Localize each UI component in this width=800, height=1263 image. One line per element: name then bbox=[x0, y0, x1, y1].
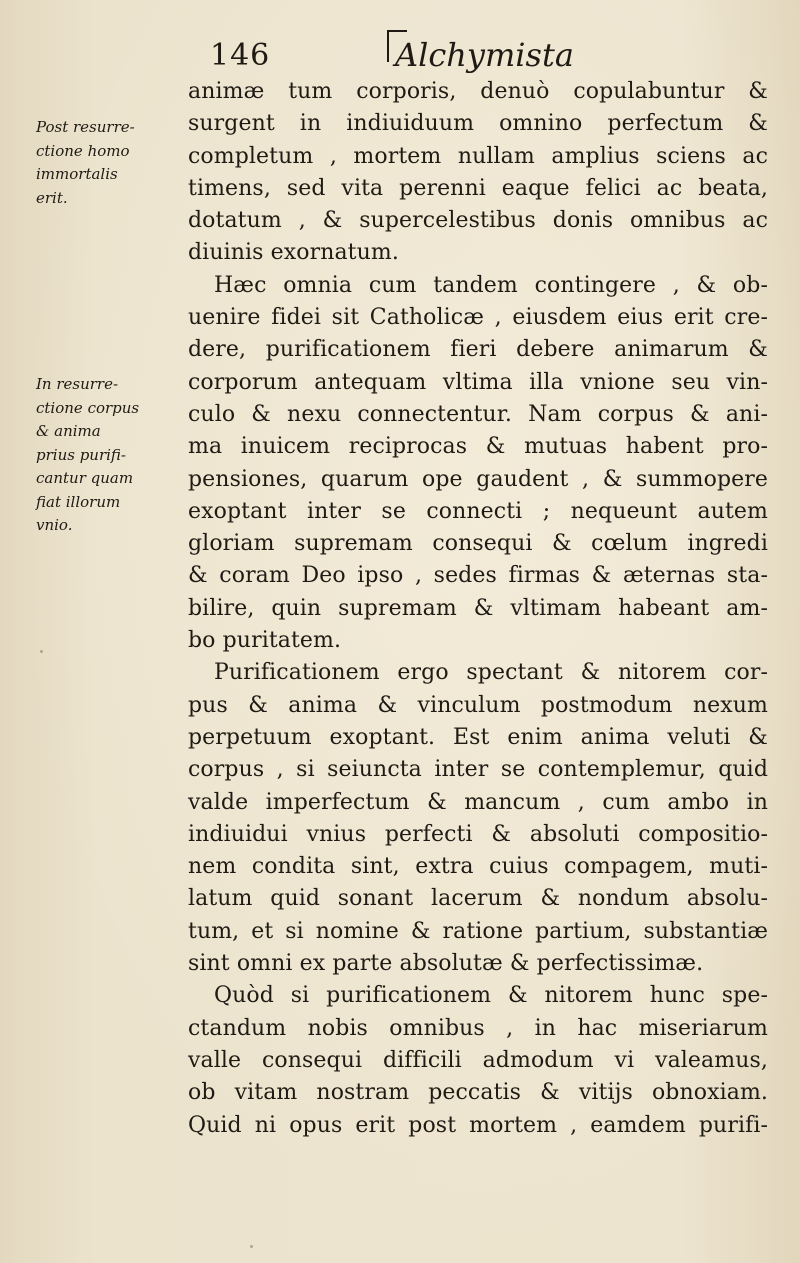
text-line: ob vitam nostram peccatis & vitijs obnoxiam. bbox=[188, 1080, 768, 1106]
text-line: bo puritatem. bbox=[188, 628, 342, 654]
page-number: 146 bbox=[210, 38, 271, 73]
text-line: latum quid sonant lacerum & nondum absolu- bbox=[188, 886, 768, 912]
text-line: indiuidui vnius perfecti & absoluti compositio- bbox=[188, 821, 768, 847]
text-line: valde imperfectum & mancum , cum ambo in bbox=[188, 789, 768, 815]
paper-speck bbox=[250, 1245, 253, 1248]
ornament-bracket bbox=[387, 30, 407, 62]
body-text bbox=[188, 76, 768, 1142]
text-line: Purificationem ergo spectant & nitorem cor- bbox=[214, 660, 768, 686]
text-line: animæ tum corporis, denuò copulabuntur & bbox=[188, 79, 768, 104]
text-line: pensiones, quarum ope gaudent , & summopere bbox=[188, 466, 768, 492]
margin-note-1: Post resurre- ctione homo immortalis erit. bbox=[36, 118, 135, 207]
text-line: ctandum nobis omnibus , in hac miseriarum bbox=[188, 1015, 768, 1041]
text-line: valle consequi difficili admodum vi valeamus, bbox=[188, 1047, 768, 1073]
text-line: Quòd si purificationem & nitorem hunc spe- bbox=[214, 983, 768, 1009]
text-line: corpus , si seiuncta inter se contemplemur, quid bbox=[188, 757, 768, 783]
text-line: perpetuum exoptant. Est enim anima veluti & bbox=[188, 724, 768, 750]
text-line: Quid ni opus erit post mortem , eamdem purifi- bbox=[188, 1112, 768, 1138]
text-line: corporum antequam vltima illa vnione seu vin- bbox=[188, 369, 768, 395]
text-line: timens, sed vita perenni eaque felici ac beata, bbox=[188, 175, 768, 201]
text-line: surgent in indiuiduum omnino perfectum & bbox=[188, 111, 768, 137]
text-line: Hæc omnia cum tandem contingere , & ob- bbox=[214, 272, 768, 298]
text-line: nem condita sint, extra cuius compagem, muti- bbox=[188, 854, 768, 880]
paper-speck bbox=[40, 650, 43, 653]
text-line: bilire, quin supremam & vltimam habeant am- bbox=[188, 595, 768, 621]
text-line: & coram Deo ipso , sedes firmas & æternas sta- bbox=[188, 563, 768, 589]
running-title bbox=[395, 36, 574, 74]
text-line: diuinis exornatum. bbox=[188, 240, 399, 266]
text-line: pus & anima & vinculum postmodum nexum bbox=[188, 692, 768, 718]
text-line: sint omni ex parte absolutæ & perfectissimæ. bbox=[188, 951, 704, 977]
text-line: gloriam supremam consequi & cœlum ingredi bbox=[188, 531, 768, 557]
text-line: culo & nexu connectentur. Nam corpus & ani- bbox=[188, 401, 768, 427]
text-line: ma inuicem reciprocas & mutuas habent pro- bbox=[188, 434, 768, 460]
text-line: uenire fidei sit Catholicæ , eiusdem eius erit cre- bbox=[188, 305, 768, 331]
text-line: dere, purificationem fieri debere animarum & bbox=[188, 337, 768, 363]
page-header bbox=[0, 28, 800, 78]
margin-note-2: In resurre- ctione corpus & anima prius purifi- cantur quam fiat illorum vnio. bbox=[36, 375, 140, 534]
text-line: tum, et si nomine & ratione partium, substantiæ bbox=[188, 918, 768, 944]
running-title-text: Alchymista bbox=[395, 36, 574, 74]
text-line: dotatum , & supercelestibus donis omnibus ac bbox=[188, 208, 768, 234]
text-line: exoptant inter se connecti ; nequeunt autem bbox=[188, 498, 768, 524]
text-line: completum , mortem nullam amplius sciens ac bbox=[188, 143, 768, 169]
